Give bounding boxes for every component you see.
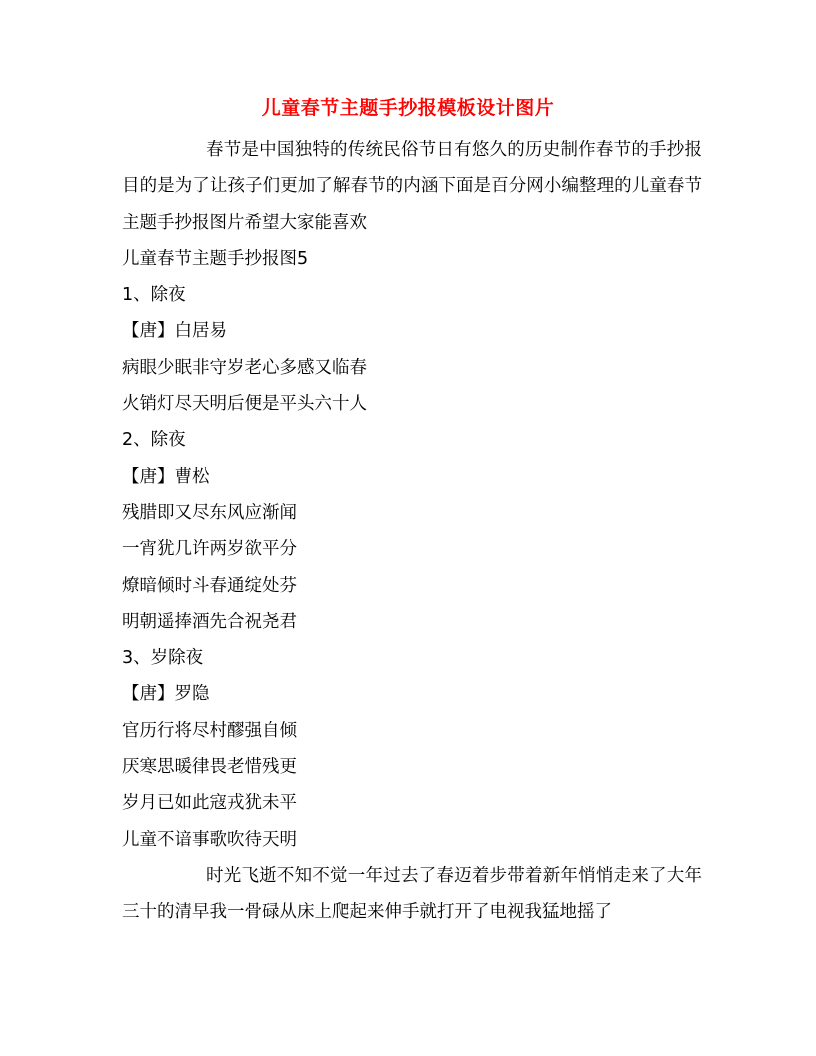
document-title: 儿童春节主题手抄报模板设计图片 bbox=[261, 97, 555, 119]
poem-heading: 3、岁除夜 bbox=[122, 648, 204, 669]
poem-author: 【唐】曹松 bbox=[122, 466, 210, 487]
poem-line: 一宵犹几许两岁欲平分 bbox=[122, 539, 297, 560]
poem-heading: 2、除夜 bbox=[122, 430, 186, 451]
poem-line: 儿童不谙事歌吹待天明 bbox=[122, 829, 297, 850]
document-body bbox=[122, 132, 702, 931]
poem-line: 官历行将尽村醪强自倾 bbox=[122, 720, 297, 741]
closing-paragraph: 时光飞逝不知不觉一年过去了春迈着步带着新年悄悄走来了大年三十的清早我一骨碌从床上爬起来伸手就打开了电视我猛地摇了 bbox=[122, 865, 702, 923]
poem-line: 岁月已如此寇戎犹未平 bbox=[122, 793, 297, 814]
poem-heading: 1、除夜 bbox=[122, 285, 186, 306]
intro-paragraph: 春节是中国独特的传统民俗节日有悠久的历史制作春节的手抄报目的是为了让孩子们更加了解春节的内涵下面是百分网小编整理的儿童春节主题手抄报图片希望大家能喜欢 bbox=[122, 140, 702, 233]
poem-author: 【唐】白居易 bbox=[122, 321, 227, 342]
poem-author: 【唐】罗隐 bbox=[122, 684, 210, 705]
image-caption: 儿童春节主题手抄报图5 bbox=[122, 248, 309, 269]
poem-line: 病眼少眠非守岁老心多感又临春 bbox=[122, 357, 367, 378]
poem-line: 火销灯尽天明后便是平头六十人 bbox=[122, 394, 367, 415]
poem-line: 厌寒思暖律畏老惜残更 bbox=[122, 757, 297, 778]
poem-line: 燎暗倾时斗春通绽处芬 bbox=[122, 575, 297, 596]
poem-line: 明朝遥捧酒先合祝尧君 bbox=[122, 611, 297, 632]
poem-line: 残腊即又尽东风应渐闻 bbox=[122, 502, 297, 523]
